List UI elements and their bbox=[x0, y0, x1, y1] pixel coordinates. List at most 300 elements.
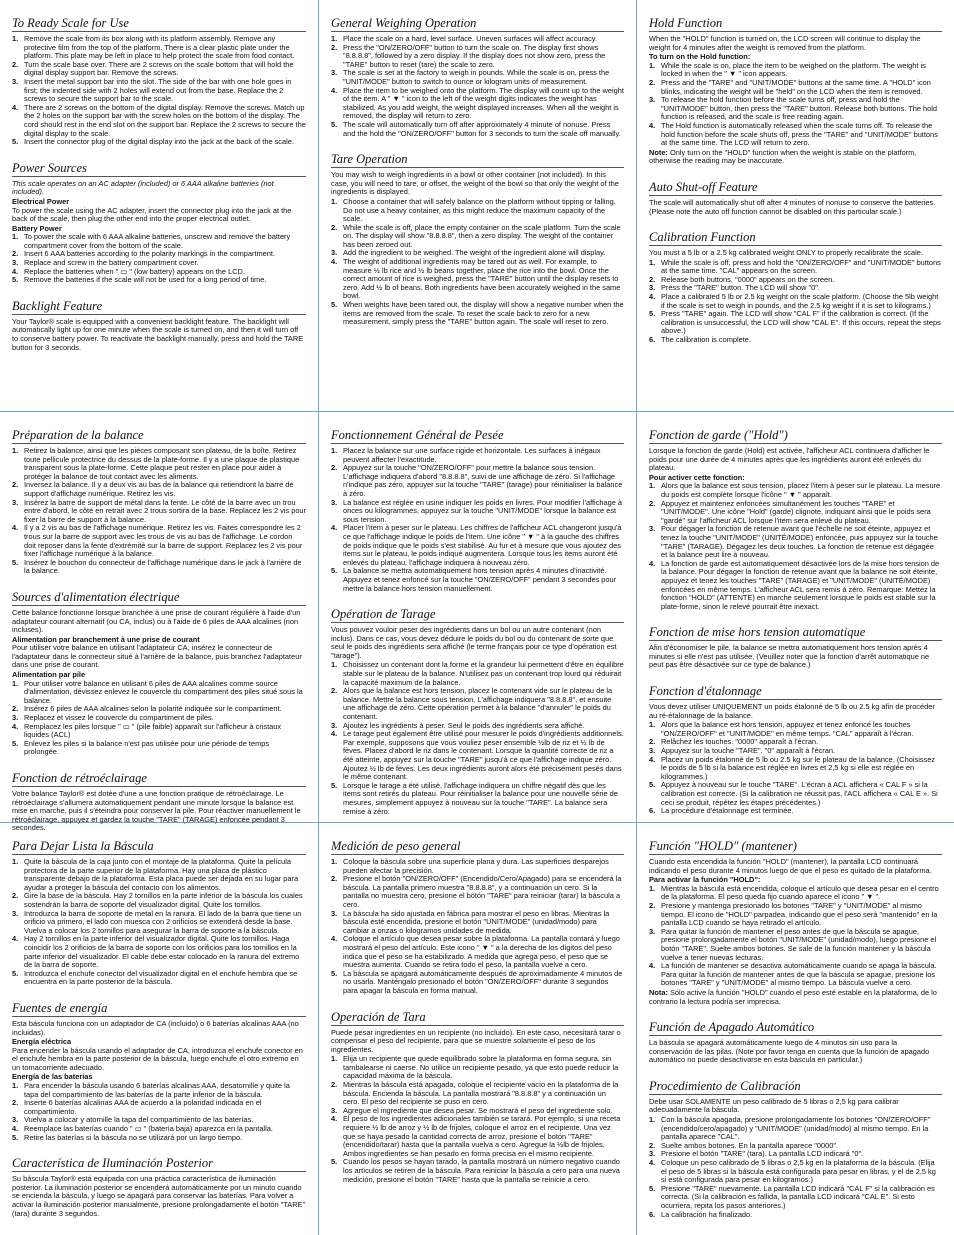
paragraph: When the "HOLD" function is turned on, the LCD screen will continue to display the weight for 4 minutes after the weight is removed from the platform. bbox=[649, 34, 921, 52]
step-number: 1. bbox=[649, 720, 656, 730]
section-heading: Fonctionnement Général de Pesée bbox=[331, 428, 624, 444]
step-item bbox=[649, 1185, 942, 1211]
step-item bbox=[331, 1115, 624, 1158]
step-number: 3. bbox=[649, 524, 656, 534]
step-number: 2. bbox=[331, 222, 338, 232]
step-item bbox=[12, 910, 306, 936]
step-number: 5. bbox=[649, 780, 656, 790]
step-text: Inversez la balance. Il y a deux vis au bas de la balance qui retiendront la barre de support d'affichage numérique. Retirez les vis. bbox=[24, 480, 294, 498]
step-text: Insert the connector plug of the digital display into the jack at the back of the scale. bbox=[24, 137, 294, 147]
section-heading: Función "HOLD" (mantener) bbox=[649, 839, 942, 855]
step-item bbox=[12, 276, 306, 285]
steps-list bbox=[331, 661, 624, 816]
step-number: 1. bbox=[331, 857, 338, 866]
step-item bbox=[12, 524, 306, 558]
step-text: Ajoutez les ingrédients à peser. Seul le poids des ingrédients sera affiché. bbox=[343, 720, 585, 730]
section-heading: Fuentes de energía bbox=[12, 1001, 306, 1017]
step-item bbox=[331, 1081, 624, 1107]
panel-en-weighing bbox=[319, 0, 636, 411]
step-text: Presione y mantenga presionado los botones "TARE" y "UNIT/MODE" al mismo tiempo. El icono de "HOLD" parpadea, indicando que el peso será "mantenido" en la pantalla LCD cuando se haya retirado el artículo. bbox=[661, 900, 938, 928]
step-text: Turn the scale base over. There are 2 screws on the scale bottom that will hold the digital display support bar. Remove the screws. bbox=[24, 59, 294, 78]
step-item bbox=[649, 96, 942, 122]
subheading: Alimentation par pile bbox=[12, 670, 86, 680]
step-item bbox=[649, 1211, 942, 1220]
step-number: 2. bbox=[12, 59, 19, 69]
step-number: 5. bbox=[12, 137, 19, 147]
step-item bbox=[12, 499, 306, 525]
steps-list bbox=[649, 721, 942, 816]
step-text: La báscula ha sido ajustada en fábrica para mostrar el peso en libras. Mientras la báscula esté encendida, presione el botón "UNIT/MODE" (unidad/modo) para cambiar a onzas o kilogramos unidades de medida. bbox=[343, 908, 610, 935]
step-text: Insert the metal support bar into the slot. The side of the bar with one hole goes in first; the indented side with 2 holes will extend out from the base. Replace the 2 screws to secure the support bar to the scale. bbox=[24, 76, 292, 104]
step-number: 5. bbox=[12, 738, 19, 748]
step-item bbox=[649, 902, 942, 928]
step-item bbox=[12, 723, 306, 740]
section-heading: Medición de peso general bbox=[331, 839, 624, 855]
step-number: 3. bbox=[12, 76, 19, 86]
step-number: 1. bbox=[649, 60, 656, 70]
steps-list bbox=[649, 885, 942, 988]
step-number: 3. bbox=[649, 746, 656, 756]
panel-fr-setup bbox=[0, 412, 318, 833]
step-item bbox=[12, 61, 306, 78]
step-item bbox=[649, 756, 942, 782]
step-number: 4. bbox=[331, 729, 338, 739]
step-number: 3. bbox=[331, 497, 338, 507]
section-heading: Fonction de rétroéclairage bbox=[12, 771, 306, 787]
paragraph: Puede pesar ingredientes en un recipiente (no incluido). En este caso, necesitará tarar o compensar el peso del recipiente, para que se muestre solamente el peso de los ingredientes. bbox=[331, 1027, 621, 1054]
step-number: 2. bbox=[331, 874, 338, 884]
step-text: Presione "TARE" nuevamente. La pantalla LCD indicará "CAL F" si la calibración es correcta. (Si la calibración es fallida, la pantalla LCD indicará "CAL E". Si esto ocurriera, repita los pasos anteriores.) bbox=[661, 1183, 935, 1210]
step-text: Lorsque le tarage a été utilisé, l'affichage indiquera un chiffre négatif dès que les items sont retirés du plateau. Pour réinitialiser la balance pour une nouvelle série de mesures, simplement appuyez à nouveau sur la touche "TARE". La balance sera remise à zéro. bbox=[343, 780, 618, 816]
steps-list bbox=[331, 1055, 624, 1184]
step-item bbox=[12, 1099, 306, 1116]
step-text: Appuyez à nouveau sur le touche "TARE". L'écran à ACL affichera « CAL F » si la calibration est correcte. (Si la calibration ne réussit pas, l'ACL affichera « CAL E ». Si ceci se produit, répétez les étapes précédentes.) bbox=[661, 780, 938, 807]
step-item bbox=[12, 1082, 306, 1099]
step-text: To power the scale with 6 AAA alkaline batteries, unscrew and remove the battery compartment cover from the bottom of the scale. bbox=[24, 232, 291, 250]
step-item bbox=[331, 447, 624, 464]
step-item bbox=[12, 740, 306, 757]
note bbox=[649, 149, 942, 166]
step-text: Place the scale on a hard, level surface. Uneven surfaces will affect accuracy. bbox=[343, 34, 598, 43]
step-text: Gire la base de la báscula. Hay 2 tornillos en la parte inferior de la báscula los cuales sostendrán la barra de soporte del visualizador digital. Quite los tornillos. bbox=[24, 891, 303, 909]
step-text: Introduzca la barra de soporte de metal en la ranura. El lado de la barra que tiene un orificio va primero, el lado con muesca con 2 orificios se extenderá desde la base. Vuelva a colocar los 2 tornillos para asegurar la barra de soporte a la báscula. bbox=[24, 908, 302, 935]
paragraph: Cette balance fonctionne lorsque branchée à une prise de courant régulière à l'aide d'un adaptateur courant alternatif (ou CA, inclus) ou à l'aide de 6 piles de AAA alcalines (non incluses). bbox=[12, 607, 301, 635]
step-item bbox=[649, 1159, 942, 1185]
paragraph: The scale will automatically shut off after 4 minutes of nonuse to conserve the batteries. (Please note the auto off function cannot be disabled on this particular scale.) bbox=[649, 197, 936, 216]
step-text: Press the "ON/ZERO/OFF" button to turn the scale on. The display first shows "8.8.8.8", followed by a zero display. If the display does not show zero, press the "TARE" button to reset (tare) the scale to zero. bbox=[343, 42, 606, 69]
step-number: 4. bbox=[649, 1158, 656, 1168]
step-number: 2. bbox=[649, 900, 656, 910]
step-number: 1. bbox=[331, 1054, 338, 1064]
subheading: Battery Power bbox=[12, 223, 62, 233]
section-heading: Característica de Iluminación Posterior bbox=[12, 1156, 306, 1172]
step-number: 1. bbox=[12, 1081, 19, 1091]
step-text: Vuelva a colocar y atornille la tapa del compartimiento de las baterías. bbox=[24, 1115, 254, 1125]
step-text: Pour dégager la fonction de retenue avant que l'échelle ne soit éteinte, appuyez et tenez la touche "UNIT/MODE" (UNITÉ/MODE) enfoncée, puis appuyez sur la touche "TARE" (TARAGE). Dégagez les deux touches. La fonction de retenue est dégagée et la balance peut lire à nouveau. bbox=[661, 524, 938, 560]
step-number: 5. bbox=[331, 1157, 338, 1167]
step-number: 4. bbox=[649, 754, 656, 764]
step-text: Coloque la báscula sobre una superficie plana y dura. Las superficies desparejos pueden afectar la precisión. bbox=[343, 857, 609, 875]
step-text: Replace the batteries when " ▭ " (low battery) appears on the LCD. bbox=[24, 266, 245, 276]
step-number: 5. bbox=[649, 1183, 656, 1193]
step-text: La función de mantener se desactiva automáticamente cuando se apaga la báscula. Para quitar la función de mantener antes de que la báscula se apague, presione los botones "TARE" y "UNIT/MODE" al mismo tiempo. La báscula vuelve a cero. bbox=[661, 961, 937, 988]
step-item bbox=[649, 79, 942, 96]
step-item bbox=[331, 524, 624, 567]
step-item bbox=[12, 559, 306, 576]
step-item bbox=[331, 875, 624, 909]
step-item bbox=[649, 560, 942, 612]
step-text: Placer l'item à peser sur le plateau. Les chiffres de l'afficheur ACL changeront jusqu'à ce que l'affichage indique le poids de l'item. Une icône " ▼ " à la gauche des chiffres de poids indique que le poids s'est stabilisé. Au fur et à mesure que vous ajoutez des items sur le plateau, le poids indiqué augmentera. Lorsque tous les items auront été enlevés du plateau, l'affichage indiquera à nouveau zéro. bbox=[343, 523, 622, 567]
step-number: 5. bbox=[331, 968, 338, 978]
section-heading: Fonction de mise hors tension automatique bbox=[649, 625, 942, 641]
step-item bbox=[12, 680, 306, 706]
steps-list bbox=[12, 233, 306, 285]
paragraph: Pour utiliser votre balance en utilisant l'adaptateur CA, insérez le connecteur de l'adaptateur dans le connecteur situé à l'arrière de la balance, puis branchez l'adaptateur dans une prise de courant. bbox=[12, 643, 302, 670]
step-item bbox=[12, 35, 306, 61]
step-number: 1. bbox=[649, 481, 656, 491]
step-item bbox=[649, 293, 942, 310]
step-number: 2. bbox=[12, 1098, 19, 1108]
step-item bbox=[331, 661, 624, 687]
step-item bbox=[331, 258, 624, 301]
step-text: Insérez le bouchon du connecteur de l'affichage numérique dans le jack à l'arrière de la balance. bbox=[24, 557, 302, 576]
step-text: Remove the scale from its box along with its platform assembly. Remove any protective film from the top of the platform. There is a clear plastic plate under the platform. This plate may be left in place to help protect the scale from food contact. bbox=[24, 34, 295, 61]
step-text: Il y a 2 vis au bas de l'affichage numérique. Retirez les vis. Faites correspondre les 2 trous sur la barre de support avec les trous de vis au bas de l'affichage. Le cordon doit reposer dans la fente d'extrémité sur la barre de support. Replacez les 2 vis pour fixer l'affichage numérique à la balance. bbox=[24, 523, 303, 559]
steps-list bbox=[331, 198, 624, 327]
step-text: Release both buttons. "0000" appears on the screen. bbox=[661, 274, 835, 284]
step-number: 6. bbox=[649, 335, 656, 345]
step-number: 4. bbox=[12, 266, 19, 276]
paragraph: Para encender la báscula usando el adaptador de CA, introduzca el enchufe conector en el enchufe hembra en la parte posterior de la báscula, luego enchufe el otro extremo en un tomacorriente adecuado. bbox=[12, 1045, 303, 1072]
step-number: 3. bbox=[331, 720, 338, 730]
step-item bbox=[331, 858, 624, 875]
step-text: Press "TARE" again. The LCD will show "CAL F" if the calibration is correct. (If the calibration is unsuccessful, the LCD will show "CAL E". If this occurs, repeat the steps above.) bbox=[661, 309, 941, 336]
subheading: Energía de las baterías bbox=[12, 1072, 93, 1082]
step-number: 2. bbox=[331, 1080, 338, 1090]
note-text: Sólo active la función "HOLD" cuando el peso esté estable en la plataforma, de lo contrario la lectura podría ser imprecisa. bbox=[649, 987, 937, 1006]
step-number: 4. bbox=[649, 120, 656, 130]
step-item bbox=[331, 87, 624, 121]
step-text: Presione el botón "TARE" (tara). La pantalla LCD indicará "0". bbox=[661, 1149, 864, 1159]
step-text: Insérez 6 piles de AAA alcalines selon la polarité indiquée sur le compartiment. bbox=[24, 704, 282, 714]
step-number: 6. bbox=[649, 1209, 656, 1219]
step-item bbox=[12, 447, 306, 481]
steps-list bbox=[12, 680, 306, 757]
step-number: 1. bbox=[12, 232, 19, 242]
steps-list bbox=[12, 858, 306, 987]
step-number: 2. bbox=[12, 480, 19, 490]
step-item bbox=[649, 62, 942, 79]
step-text: Con la báscula apagada, presione prolongadamente los botones "ON/ZERO/OFF" (encendido/cero/apagado) y "UNIT/MODE" (unidad/modo) al mismo tiempo. En la pantalla aparece "CAL". bbox=[661, 1115, 931, 1142]
steps-list bbox=[331, 858, 624, 996]
step-item bbox=[649, 336, 942, 345]
section-heading: Power Sources bbox=[12, 161, 306, 177]
step-item bbox=[12, 104, 306, 138]
step-item bbox=[649, 1116, 942, 1142]
step-text: When weights have been tared out, the display will show a negative number when the items are removed from the scale. To reset the scale back to zero for a new measurement, simply press the "TARE" button again. The scale will reset to zero. bbox=[343, 300, 624, 327]
step-item bbox=[331, 730, 624, 782]
step-number: 4. bbox=[331, 85, 338, 95]
step-text: Pour utiliser votre balance en utilisant 6 piles de AAA alcalines comme source d'alimentation, dévissez enlevez le couvercle du compartiment des piles situé sous la balance. bbox=[24, 678, 303, 705]
step-text: La fonction de garde est automatiquement désactivée lors de la mise hors tension de la balance. Pour dégager la fonction de retenue avant que la balance ne soit éteinte, appuyez et tenez les touches "TARE" (TARAGE) et "UNIT/MODE" (UNITÉ/MODE) enfoncées en même temps. L'afficheur ACL sera remis à zéro. Remarque: Mettez la fonction "HOLD" (ATTENTE) en marche seulement lorsque le poids est stable sur la plate-forme, sinon le relevé pourrait être inexact. bbox=[661, 558, 940, 611]
step-number: 1. bbox=[649, 1115, 656, 1125]
step-item bbox=[12, 481, 306, 498]
step-number: 6. bbox=[649, 806, 656, 816]
step-number: 5. bbox=[12, 557, 19, 567]
step-item bbox=[331, 1055, 624, 1081]
section-heading: Fonction d'étalonnage bbox=[649, 684, 942, 700]
step-number: 4. bbox=[12, 1124, 19, 1134]
note bbox=[649, 989, 942, 1006]
step-text: Place a calibrated 5 lb or 2.5 kg weight on the scale platform. (Choose the 5lb weight if the scale is set to weigh in pounds, and the 2.5 kg weight if it is set to kilograms.) bbox=[661, 292, 939, 310]
step-text: Remove the batteries if the scale will not be used for a long period of time. bbox=[24, 275, 267, 285]
step-number: 2. bbox=[331, 463, 338, 473]
step-number: 5. bbox=[331, 119, 338, 129]
step-text: Relâchez les touches. "0000" apparaît à l'écran. bbox=[661, 737, 819, 747]
step-text: Reemplace las baterías cuando " ▭ " (batería baja) aparezca en la pantalla. bbox=[24, 1124, 273, 1134]
step-number: 4. bbox=[331, 1114, 338, 1124]
paragraph: This scale operates on an AC adapter (included) or 6 AAA alkaline batteries (not included). bbox=[12, 178, 274, 197]
section-heading: Préparation de la balance bbox=[12, 428, 306, 444]
step-item bbox=[331, 69, 624, 86]
step-text: Choisissez un contenant dont la forme et la grandeur lui permettent d'être en équilibre stable sur le plateau de la balance. N'utilisez pas un contenant trop lourd qui réduirait la capacité maximum de la balance. bbox=[343, 660, 624, 687]
step-text: Appuyez sur la touche "ON/ZERO/OFF" pour mettre la balance sous tension. L'affichage indiquera d'abord "8.8.8.8", suivi de une affichage de zéro. Si l'affichage n'indique pas zéro, appuyer sur la touche "TARE" (tarage) pour réinitialiser la balance à zéro. bbox=[343, 463, 623, 498]
panel-es-setup bbox=[0, 823, 318, 1235]
step-item bbox=[331, 567, 624, 593]
note-label: Nota: bbox=[649, 987, 668, 997]
step-item bbox=[649, 310, 942, 336]
steps-list bbox=[649, 259, 942, 345]
step-number: 1. bbox=[12, 446, 19, 455]
step-text: While the scale is off, place the empty container on the scale platform. Turn the scale on. The display will show "8.8.8.8", then a zero display. The weight of the container has been zeroed out. bbox=[343, 222, 621, 249]
step-number: 1. bbox=[12, 34, 19, 43]
step-item bbox=[331, 935, 624, 969]
step-number: 5. bbox=[649, 309, 656, 319]
paragraph: Votre balance Taylor® est dotée d'une a une fonction pratique de rétroéclairage. Le rétroéclairage s'allumera automatiquement pendant une minute lorsque la balance est mise en marche, puis il s'éteindra pour conserver la pile. Pour réactiver manuellement le rétroéclairage, appuyez et gardez la touche "TARE" (TARAGE) enfoncée pendant 3 secondes. bbox=[12, 789, 301, 833]
step-number: 2. bbox=[331, 686, 338, 696]
panel-en-setup bbox=[0, 0, 318, 411]
steps-list bbox=[331, 35, 624, 138]
section-heading: Procedimiento de Calibración bbox=[649, 1079, 942, 1095]
step-text: La procédure d'étalonnage est terminée. bbox=[661, 806, 794, 816]
step-text: Hay 2 tornillos en la parte inferior del visualizador digital. Quite los tornillos. Haga coincidir los 2 orificios de la barra de soporte con los orificios para los tornillos en la parte inferior del visualizador. El cable debe estar colocado en la ranura del extremo de la barra de soporte. bbox=[24, 934, 300, 970]
section-heading: Operación de Tara bbox=[331, 1010, 624, 1026]
step-number: 1. bbox=[12, 678, 19, 688]
step-item bbox=[331, 499, 624, 525]
step-text: Cuando los pesos se hayan tarado, la pantalla mostrará un número negativo cuando los artículos se retiren de la báscula. Para reiniciar la báscula a cero para una nueva medición, presione el botón "TARE" hasta que la pantalla se reinicie a cero. bbox=[343, 1157, 620, 1184]
step-number: 5. bbox=[331, 566, 338, 576]
step-number: 3. bbox=[331, 68, 338, 78]
step-number: 1. bbox=[331, 196, 338, 206]
step-text: Agregue el ingrediente que desea pesar. Se mostrará el peso del ingrediente solo. bbox=[343, 1105, 613, 1115]
paragraph: Vous pouvez vouloir peser des ingrédients dans un bol ou un autre contenant (non inclus). Dans ce cas, vous devez déduire le poids du bol ou du contenant de sorte que seul le poids des ingrédients sera affiché (le terme français pour ce type d'opération est "tarage"). bbox=[331, 625, 617, 660]
step-item bbox=[331, 464, 624, 498]
section-heading: To Ready Scale for Use bbox=[12, 16, 306, 32]
step-item bbox=[649, 721, 942, 738]
step-number: 2. bbox=[331, 42, 338, 52]
step-text: La balance est réglée en usine indiquer les poids en livres. Pour modifier l'affichage à onces ou kilogrammes, appuyez sur la touche "UNIT/MODE" lorsque la balance est sous tension. bbox=[343, 497, 623, 524]
section-heading: Auto Shut-off Feature bbox=[649, 180, 942, 196]
step-text: Mientras la báscula está apagada, coloque el recipiente vacío en la plataforma de la báscula. Encienda la báscula. La pantalla mostrará "8.8.8.8" y a continuación un cero. El peso del recipiente se puso en cero. bbox=[343, 1080, 619, 1107]
step-number: 4. bbox=[12, 934, 19, 944]
step-number: 3. bbox=[649, 95, 656, 105]
step-text: Le tarage peut également être utilisé pour mesurer le poids d'ingrédients additionnels. Par exemple, supposons que vous vouliez peser ensemble ½lb de riz et ½ lb de fèves. Placez d'abord le riz dans le contenant. Lorsque la quantité correcte de riz a été atteinte, appuyez sur la touche "TARE" jusqu'à ce que l'affichage indique zéro. Ajoutez ½ lb de fèves. Les deux ingrédients auront alors été précisément pesés dans le même contenant. bbox=[343, 729, 624, 782]
section-heading: Tare Operation bbox=[331, 152, 624, 168]
step-text: Insérez la barre de support de métal dans la fente. Le côté de la barre avec un trou entre d'abord, le côté en retrait avec 2 trous sortira de la base. Replacez les 2 vis pour fixer la barre de support à la balance. bbox=[24, 497, 306, 524]
step-item bbox=[12, 935, 306, 969]
step-number: 3. bbox=[331, 908, 338, 918]
paragraph: To power the scale using the AC adapter, insert the connector plug into the jack at the back of the scale, then plug the other end into the proper electrical outlet. bbox=[12, 205, 292, 224]
note-label: Note: bbox=[649, 147, 668, 157]
paragraph: Debe usar SOLAMENTE un peso calibrado de 5 libras o 2,5 kg para calibrar adecuadamente la báscula. bbox=[649, 1096, 899, 1115]
step-item bbox=[331, 301, 624, 327]
step-text: The weight of additional ingredients may be tared out as well. For example, to measure ½ lb rice and ½ lb beans together, place the rice into the bowl. Once the correct amount of rice is weighed, press the "TARE" button until the display resets to zero. Add ½ lb of beans. Both ingredients have been accurately weighed in the same bowl. bbox=[343, 257, 621, 301]
step-text: Suelte ambos botones. En la pantalla aparece "0000". bbox=[661, 1140, 838, 1150]
step-number: 3. bbox=[12, 258, 19, 268]
step-item bbox=[649, 122, 942, 148]
step-text: El peso de los ingredientes adicionales también se tarará. Por ejemplo, si una receta requiere ½ lb de arroz y ½ lb de frijoles, coloque el arroz en el recipiente. Una vez que se haya pesado la cantidad correcta de arroz, presione el botón "TARE"(encendido/tarar) hasta que la pantalla vuelva a cero. Agregue la ½lb de frijoles. Ambos ingredientes se han pesado en forma precisa en el mismo recipiente. bbox=[343, 1114, 621, 1158]
step-number: 1. bbox=[331, 446, 338, 455]
step-number: 5. bbox=[12, 968, 19, 978]
paragraph: Afin d'économiser le pile, la balance se mettra automatiquement hors tension après 4 minutes si elle n'est pas utilisée. (Veuillez noter que la fonction d'arrêt automatique ne peut pas être désactivée sur ce type de balance.) bbox=[649, 643, 930, 670]
step-text: Placez la balance sur une surface rigide et horizontale. Les surfaces à inégaux peuvent affecter l'exactitude. bbox=[343, 446, 601, 464]
paragraph: Cuando esta encendida la función "HOLD" (mantener), la pantalla LCD continuará indicando el peso durante 4 minutos luego de que el peso es quitado de la plataforma. bbox=[649, 857, 932, 875]
step-text: The Hold function is automatically released when the scale turns off. To release the hold function before the scale shuts off, press the "TARE" and "UNIT/MODE" buttons at the same time. The LCD will return to zero. bbox=[661, 120, 938, 148]
step-text: Elija un recipiente que quede equilibrado sobre la plataforma en forma segura, sin tambalearse ni caerse. No utilice un recipiente pesado, ya que esto puede reducir la capacidad máxima de la báscula. bbox=[343, 1054, 619, 1081]
step-text: Para encender la báscula usando 6 baterías alcalinas AAA, desatornille y quite la tapa del compartimiento de las baterías de la parte inferior de la báscula. bbox=[24, 1081, 290, 1099]
step-text: Remplacez les piles lorsque " ▭ " (pile faible) apparaît sur l'afficheur à cristaux liquides (ACL) bbox=[24, 721, 282, 740]
paragraph: Su báscula Taylor® está equipada con una práctica característica de iluminación posterior. La iluminación posterior se encenderá automáticamente por un minuto cuando se encienda la báscula, y luego se apagará para conservar las baterías. Para volver a activar la iluminación posterior manualmente, presione prolongadamente el botón "TARE" (tara) durante 3 segundos. bbox=[12, 1174, 306, 1218]
step-text: Coloque un peso calibrado de 5 libras o 2,5 kg en la plataforma de la báscula. (Elija el peso de 5 libras si la báscula está configurada para pesar en libras, y el de 2,5 kg si está configurada para pesar en kilogramos.) bbox=[661, 1158, 936, 1185]
step-number: 3. bbox=[331, 1105, 338, 1115]
section-heading: General Weighing Operation bbox=[331, 16, 624, 32]
steps-list bbox=[12, 447, 306, 576]
step-number: 5. bbox=[331, 300, 338, 310]
step-item bbox=[12, 970, 306, 987]
panel-fr-weighing bbox=[319, 412, 636, 822]
step-text: Introduzca el enchufe conector del visualizador digital en el enchufe hembra que se encuentra en la parte posterior de la báscula. bbox=[24, 968, 298, 987]
step-text: Enlevez les piles si la balance n'est pas utilisée pour une période de temps prolongée. bbox=[24, 738, 270, 757]
step-number: 3. bbox=[331, 248, 338, 258]
step-number: 2. bbox=[649, 498, 656, 508]
step-text: Quite la báscula de la caja junto con el montaje de la plataforma. Quite la película protectora de la parte superior de la plataforma. Hay una placa de plástico transparente debajo de la plataforma. Esta placa puede ser dejada en su lugar para ayudar a proteger la báscula del contacto con los alimentos. bbox=[24, 857, 299, 892]
step-item bbox=[649, 500, 942, 526]
paragraph: Vous devez utiliser UNIQUEMENT un poids étalonné de 5 lb ou 2.5 kg afin de procéder au ré-étalonnage de la balance. bbox=[649, 702, 935, 720]
step-item bbox=[331, 121, 624, 138]
step-number: 5. bbox=[12, 275, 19, 285]
step-text: Retirez la balance, ainsi que les pièces composant son plateau, de la boîte. Retirez toute pellicule protectrice du dessus de la plate-forme. Il y a une plaque de plastique transparent sous la plate-forme. Cette plaque peut rester en place pour aider à protéger la balance de tout contact avec les aliments. bbox=[24, 446, 300, 481]
step-number: 4. bbox=[331, 257, 338, 267]
step-item bbox=[12, 78, 306, 104]
step-number: 4. bbox=[649, 961, 656, 971]
step-item bbox=[331, 970, 624, 996]
step-number: 2. bbox=[12, 704, 19, 714]
steps-list bbox=[331, 447, 624, 593]
paragraph: La báscula se apagará automáticamente luego de 4 minutos sin uso para la conservación de las pilas. (Note por favor tenga en cuenta que la función de apagado automático no puede desactivarse en esta báscula en particular.) bbox=[649, 1038, 930, 1065]
step-item bbox=[649, 962, 942, 988]
step-number: 4. bbox=[331, 523, 338, 533]
step-number: 4. bbox=[649, 292, 656, 302]
step-item bbox=[331, 910, 624, 936]
step-item bbox=[649, 259, 942, 276]
step-item bbox=[331, 44, 624, 70]
step-text: Place the item to be weighed onto the platform. The display will count up to the weight of the item. A " ▼ " icon to the left of the weight digits indicates the weight has stabilized. As you add weight, the weight displayed increases. When all the weight is removed, the display will return to zero. bbox=[343, 85, 624, 121]
step-number: 3. bbox=[649, 1149, 656, 1159]
step-text: Para quitar la función de mantener el peso antes de que la báscula se apague, presione prolongadamente el botón "UNIT/MODE" (unidad/modo), luego presione el botón "TARE". Suelte ambos botones. Se sale de la función mantener y la báscula vuelve a tener nuevas lecturas. bbox=[661, 926, 937, 962]
section-heading: Hold Function bbox=[649, 16, 942, 32]
step-text: Choose a container that will safely balance on the platform without tipping or falling. Do not use a heavy container, as this might reduce the maximum capacity of the scale. bbox=[343, 196, 616, 224]
steps-list bbox=[649, 482, 942, 611]
step-number: 2. bbox=[649, 274, 656, 284]
subheading: Energía eléctrica bbox=[12, 1037, 72, 1047]
step-text: While the scale is on, place the item to be weighed on the platform. The weight is locked in when the " ▼ " icon appears. bbox=[661, 60, 926, 79]
step-text: The scale will automatically turn off after approximately 4 minute of nonuse. Press and the hold the "ON/ZERO/OFF" button for 3 seconds to turn the scale off manually. bbox=[343, 119, 621, 138]
step-item bbox=[649, 482, 942, 499]
panel-en-hold bbox=[637, 0, 954, 411]
step-item bbox=[331, 782, 624, 816]
step-number: 4. bbox=[12, 523, 19, 533]
step-item bbox=[12, 858, 306, 892]
step-text: Retire las baterías si la báscula no se utilizará por un largo tiempo. bbox=[24, 1132, 243, 1142]
step-number: 2. bbox=[649, 77, 656, 87]
step-text: Replace and screw in the battery compartment cover. bbox=[24, 258, 199, 268]
step-number: 2. bbox=[649, 737, 656, 747]
paragraph: You must a 5 lb or a 2.5 kg calibrated weight ONLY to properly recalibrate the scale. bbox=[649, 248, 923, 258]
step-item bbox=[331, 198, 624, 224]
step-text: Alors que la balance est hors tension, appuyez et tenez enfoncé les touches "ON/ZERO/OFF" et "UNIT/MODE" en même temps. "CAL" apparaît à l'écran. bbox=[661, 720, 914, 738]
steps-list bbox=[649, 1116, 942, 1219]
step-text: Placez un poids étalonné de 5 lb ou 2.5 kg sur le plateau de la balance. (Choisissez le poids de 5 lb si la balance est réglée en livres et 2,5 kg si elle est réglée en kilogrammes.) bbox=[661, 754, 936, 781]
step-item bbox=[331, 224, 624, 250]
panel-es-hold bbox=[637, 823, 954, 1235]
step-item bbox=[649, 885, 942, 902]
step-text: To release the hold function before the scale turns off, press and hold the "UNIT/MODE" button, then press the "TARE" button. Release both buttons. The hold function is released, and the scale is free reading again. bbox=[661, 95, 938, 122]
step-number: 5. bbox=[12, 1132, 19, 1142]
section-heading: Calibration Function bbox=[649, 230, 942, 246]
subheading: Pour activer cette fonction: bbox=[649, 472, 745, 482]
steps-list bbox=[649, 62, 942, 148]
step-number: 3. bbox=[12, 713, 19, 723]
step-text: Press the "TARE" button. The LCD will show "0". bbox=[661, 283, 820, 293]
subheading: To turn on the Hold function: bbox=[649, 52, 751, 62]
step-number: 3. bbox=[649, 926, 656, 936]
step-number: 3. bbox=[12, 908, 19, 918]
step-text: Coloque el artículo que desea pesar sobre la plataforma. La pantalla contará y luego mostrará el peso del artículo. Este icono " ▼ " a la derecha de los dígitos del peso indica que el peso se ha estabilizado. A medida que agrega peso, el peso que se muestra aumenta. Cuando se retira todo el peso, la pantalla vuelve a cero. bbox=[343, 934, 620, 970]
step-number: 4. bbox=[12, 721, 19, 731]
step-text: Insert 6 AAA batteries according to the polarity markings in the compartment. bbox=[24, 249, 275, 259]
subheading: Electrical Power bbox=[12, 196, 70, 206]
step-text: Replacez et vissez le couvercle du compartiment de piles. bbox=[24, 713, 214, 723]
note-text: Only turn on the "HOLD" function when the weight is stable on the platform, otherwise the reading may be inaccurate. bbox=[649, 147, 917, 166]
step-number: 3. bbox=[12, 497, 19, 507]
step-item bbox=[12, 233, 306, 250]
step-number: 1. bbox=[331, 660, 338, 670]
paragraph: Your Taylor® scale is equipped with a convenient backlight feature. The backlight will automatically light up for one minute when the scale is turned on, and then it will turn off to conserve battery power. To reactivate the backlight manually, press and hold the TARE button for 3 seconds. bbox=[12, 316, 304, 352]
step-text: La balance se mettra automatiquement hors tension après 4 minutes d'inactivité. Appuyez et tenez enfoncé sur la touche "ON/ZERO/OFF" pendant 3 secondes pour mettre la balance hors tension manuellement. bbox=[343, 566, 617, 593]
panel-es-weighing bbox=[319, 823, 636, 1235]
step-text: Presione el botón "ON/ZERO/OFF" (Encendido/Cero/Apagado) para se encenderá la báscula. La pantalla primero muestra "8.8.8.8", y a continuación un cero. Si la pantalla no muestra cero, presione el botón "TARE" para reiniciar (tarar) la báscula a cero. bbox=[343, 874, 622, 909]
step-text: There are 2 screws on the bottom of the digital display. Remove the screws. Match up the 2 holes on the support bar with the screw holes on the bottom of the display. The cord should rest in the end slot on the support bar. Replace the 2 screws to secure the digital display to the scale. bbox=[24, 102, 306, 138]
step-number: 3. bbox=[12, 1115, 19, 1125]
panel-fr-hold bbox=[637, 412, 954, 822]
subheading: Alimentation par branchement à une prise de courant bbox=[12, 634, 200, 644]
step-text: Inserte 6 baterías alcalinas AAA de acuerdo a la polaridad indicada en el compartimiento. bbox=[24, 1098, 262, 1116]
step-text: While the scale is off, press and hold the "ON/ZERO/OFF" and "UNIT/MODE" buttons at the same time. "CAL" appears on the screen. bbox=[661, 257, 941, 276]
section-heading: Sources d'alimentation électrique bbox=[12, 590, 306, 606]
section-heading: Fonction de garde ("Hold") bbox=[649, 428, 942, 444]
step-number: 4. bbox=[12, 102, 19, 112]
step-number: 1. bbox=[12, 857, 19, 866]
